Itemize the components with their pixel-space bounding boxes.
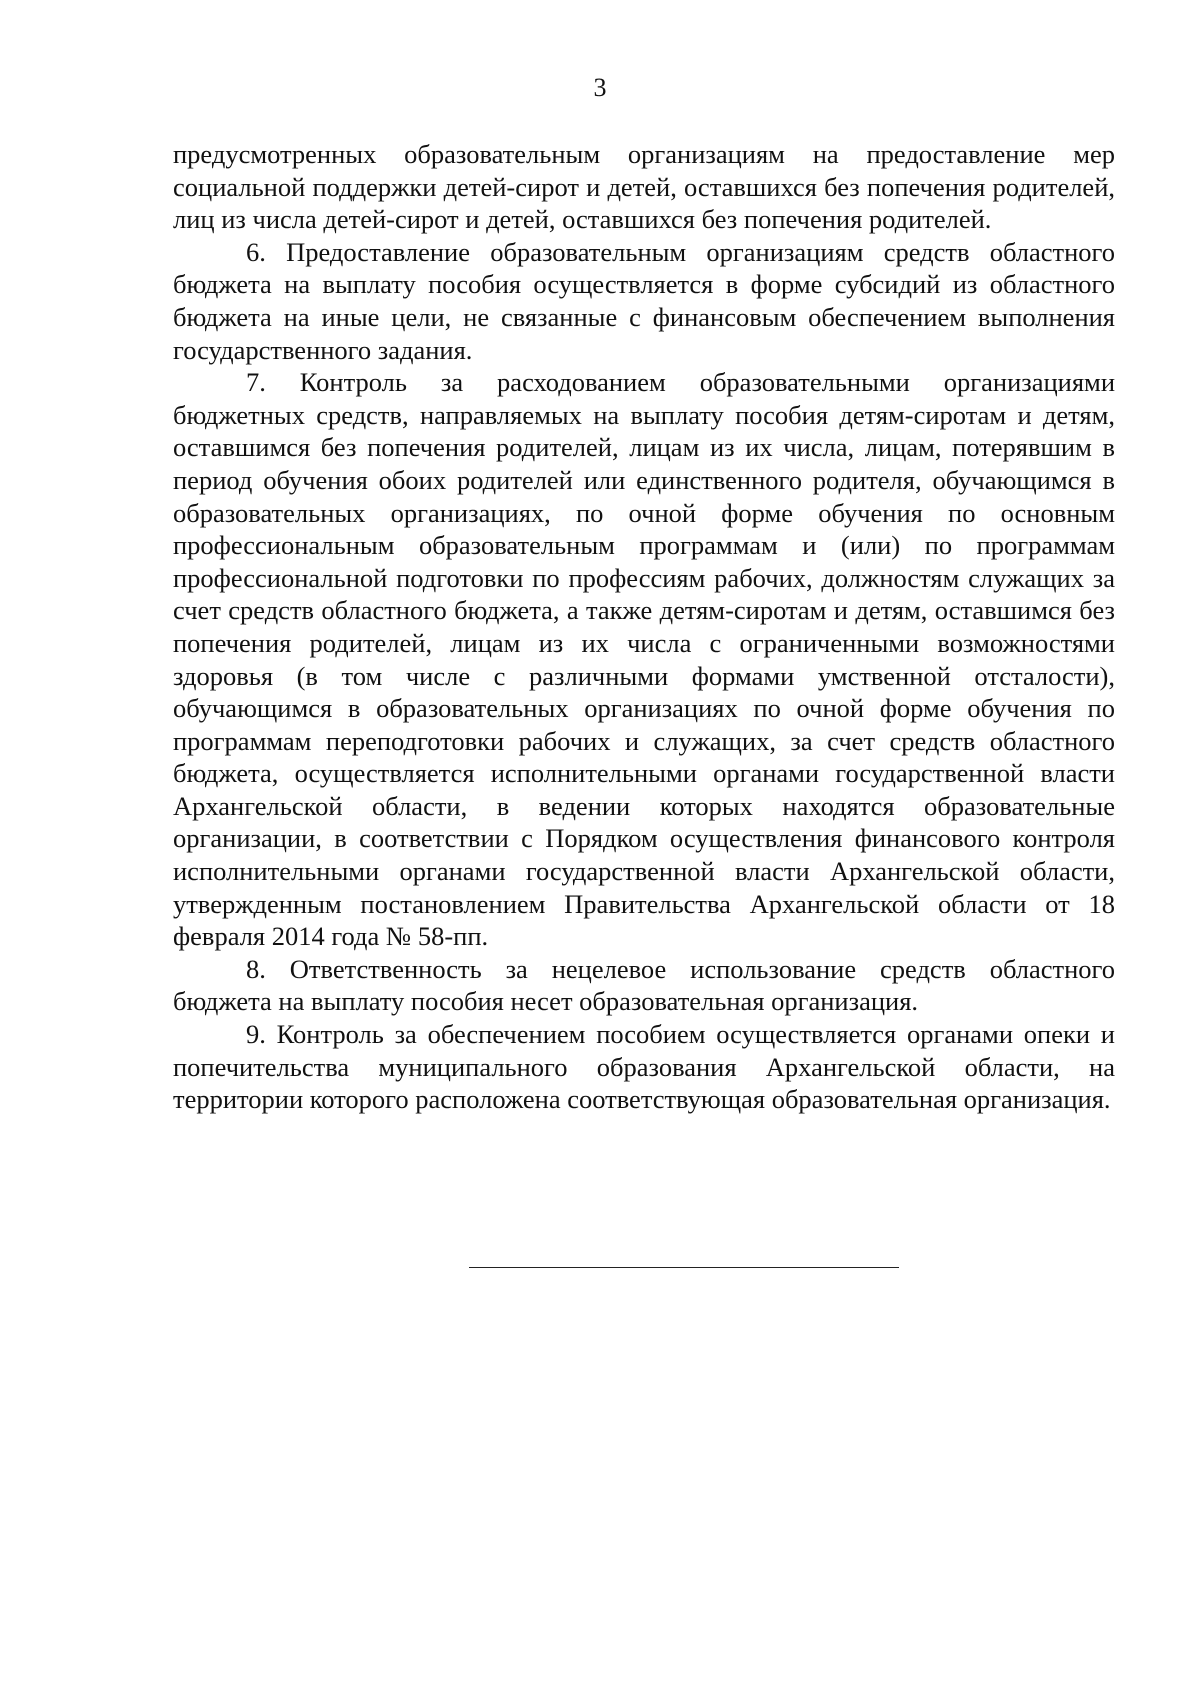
paragraph-continuation: предусмотренных образовательным организациям на предоставление мер социальной поддержки детей-сирот и детей, оставшихся без попечения родителей, лиц из числа детей-сирот и детей, оставшихся без попечения родителей. [173, 139, 1115, 235]
paragraph-item-7: 7. Контроль за расходованием образовательными организациями бюджетных средств, направляемых на выплату пособия детям-сиротам и детям, оставшимся без попечения родителей, лицам из их числа, лицам, потерявшим в период обучения обоих родителей или единственного родителя, обучающимся в образовательных организациях, по очной форме обучения по основным профессиональным образовательным программам и (или) по программам профессиональной подготовки по профессиям рабочих, должностям служащих за счет средств областного бюджета, а также детям-сиротам и детям, оставшимся без попечения родителей, лицам из их числа с ограниченными возможностями здоровья (в том числе с различными формами умственной отсталости), обучающимся в образовательных организациях по очной форме обучения по программам переподготовки рабочих и служащих, за счет средств областного бюджета, осуществляется исполнительными органами государственной власти Архангельской области, в ведении которых находятся образовательные организации, в соответствии с Порядком осуществления финансового контроля исполнительными органами государственной власти Архангельской области, утвержденным постановлением Правительства Архангельской области от 18 февраля 2014 года № 58-пп. [173, 367, 1115, 952]
page-number: 3 [593, 73, 607, 102]
paragraph-item-9: 9. Контроль за обеспечением пособием осуществляется органами опеки и попечительства муниципального образования Архангельской области, на территории которого расположена соответствующая образовательная организация. [173, 1019, 1115, 1115]
end-of-document-rule [469, 1267, 899, 1268]
paragraph-item-8: 8. Ответственность за нецелевое использование средств областного бюджета на выплату пособия несет образовательная организация. [173, 953, 1115, 1017]
document-body [173, 138, 1115, 1116]
paragraph-item-6: 6. Предоставление образовательным организациям средств областного бюджета на выплату пособия осуществляется в форме субсидий из областного бюджета на иные цели, не связанные с финансовым обеспечением выполнения государственного задания. [173, 236, 1115, 365]
